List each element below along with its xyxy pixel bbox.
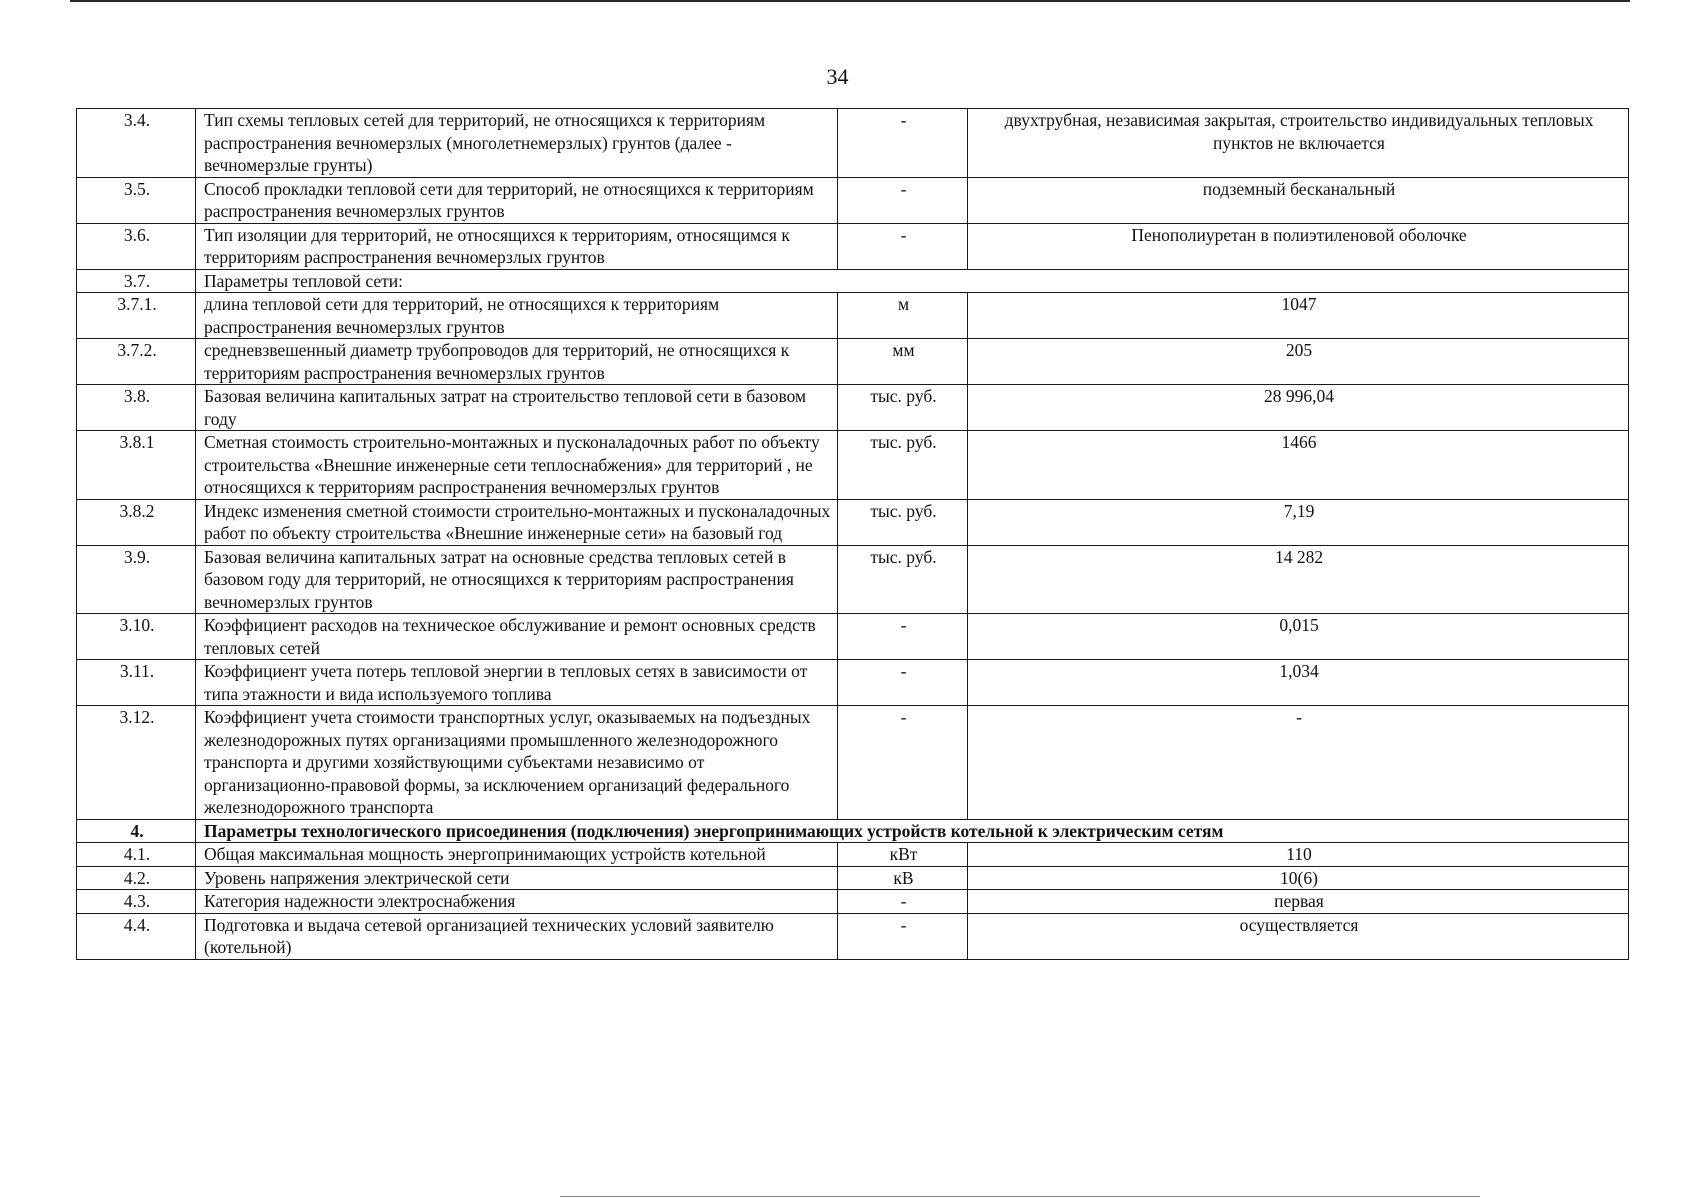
- row-description: средневзвешенный диаметр трубопроводов для территорий, не относящихся к территориям распространения вечномерзлых грунтов: [196, 339, 838, 385]
- table-row: [77, 866, 1629, 890]
- row-description: Базовая величина капитальных затрат на основные средства тепловых сетей в базовом году для территорий, не относящихся к территориям распространения вечномерзлых грунтов: [196, 545, 838, 614]
- parameters-table: [76, 108, 1629, 960]
- table-row: [77, 819, 1629, 843]
- table-row: [77, 339, 1629, 385]
- row-unit: тыс. руб.: [838, 385, 968, 431]
- row-unit: -: [838, 223, 968, 269]
- row-number: 3.5.: [77, 177, 196, 223]
- table-row: [77, 293, 1629, 339]
- row-number: 4.: [77, 819, 196, 843]
- table-row: [77, 843, 1629, 867]
- row-description: Сметная стоимость строительно-монтажных и пусконаладочных работ по объекту строительства «Внешние инженерные сети теплоснабжения» для территорий , не относящихся к территориям распространения вечномерзлых грунтов: [196, 431, 838, 500]
- row-value: 14 282: [968, 545, 1629, 614]
- row-description: Подготовка и выдача сетевой организацией технических условий заявителю (котельной): [196, 913, 838, 959]
- table-row: [77, 223, 1629, 269]
- row-description: Базовая величина капитальных затрат на строительство тепловой сети в базовом году: [196, 385, 838, 431]
- row-value: 0,015: [968, 614, 1629, 660]
- row-number: 4.3.: [77, 890, 196, 914]
- row-value: 1047: [968, 293, 1629, 339]
- top-border-line: [70, 0, 1630, 2]
- row-value: 1,034: [968, 660, 1629, 706]
- row-unit: кВт: [838, 843, 968, 867]
- row-description: Коэффициент учета потерь тепловой энергии в тепловых сетях в зависимости от типа этажности и вида используемого топлива: [196, 660, 838, 706]
- row-value: -: [968, 706, 1629, 820]
- table-row: [77, 385, 1629, 431]
- row-number: 4.4.: [77, 913, 196, 959]
- row-description: Общая максимальная мощность энергопринимающих устройств котельной: [196, 843, 838, 867]
- table-row: [77, 660, 1629, 706]
- row-value: 10(6): [968, 866, 1629, 890]
- row-value: 110: [968, 843, 1629, 867]
- row-number: 3.4.: [77, 109, 196, 178]
- row-unit: -: [838, 913, 968, 959]
- row-number: 3.8.1: [77, 431, 196, 500]
- row-value: осуществляется: [968, 913, 1629, 959]
- row-description: длина тепловой сети для территорий, не относящихся к территориям распространения вечномерзлых грунтов: [196, 293, 838, 339]
- row-description: Параметры технологического присоединения (подключения) энергопринимающих устройств котельной к электрическим сетям: [196, 819, 1629, 843]
- row-description: Способ прокладки тепловой сети для территорий, не относящихся к территориям распространения вечномерзлых грунтов: [196, 177, 838, 223]
- table-row: [77, 706, 1629, 820]
- table-row: [77, 913, 1629, 959]
- row-number: 3.7.2.: [77, 339, 196, 385]
- row-unit: -: [838, 706, 968, 820]
- row-unit: м: [838, 293, 968, 339]
- row-value: подземный бесканальный: [968, 177, 1629, 223]
- table-row: [77, 177, 1629, 223]
- row-description: Тип схемы тепловых сетей для территорий, не относящихся к территориям распространения вечномерзлых (многолетнемерзлых) грунтов (далее - вечномерзлые грунты): [196, 109, 838, 178]
- row-number: 4.2.: [77, 866, 196, 890]
- row-unit: -: [838, 660, 968, 706]
- table-row: [77, 109, 1629, 178]
- row-unit: -: [838, 890, 968, 914]
- row-number: 3.12.: [77, 706, 196, 820]
- row-description: Коэффициент расходов на техническое обслуживание и ремонт основных средств тепловых сетей: [196, 614, 838, 660]
- row-description: Категория надежности электроснабжения: [196, 890, 838, 914]
- row-number: 4.1.: [77, 843, 196, 867]
- row-unit: -: [838, 177, 968, 223]
- row-value: 205: [968, 339, 1629, 385]
- row-number: 3.11.: [77, 660, 196, 706]
- row-description: Уровень напряжения электрической сети: [196, 866, 838, 890]
- row-unit: -: [838, 109, 968, 178]
- row-number: 3.9.: [77, 545, 196, 614]
- row-value: 7,19: [968, 499, 1629, 545]
- page-number: 34: [826, 64, 849, 89]
- row-number: 3.7.: [77, 269, 196, 293]
- row-description: Индекс изменения сметной стоимости строительно-монтажных и пусконаладочных работ по объекту строительства «Внешние инженерные сети» на базовый год: [196, 499, 838, 545]
- row-value: двухтрубная, независимая закрытая, строительство индивидуальных тепловых пунктов не включается: [968, 109, 1629, 178]
- table-row: [77, 431, 1629, 500]
- row-unit: кВ: [838, 866, 968, 890]
- row-unit: мм: [838, 339, 968, 385]
- row-number: 3.6.: [77, 223, 196, 269]
- row-description: Коэффициент учета стоимости транспортных услуг, оказываемых на подъездных железнодорожных путях организациями промышленного железнодорожного транспорта и другими хозяйствующими субъектами независимо от организационно-правовой формы, за исключением организаций федерального железнодорожного транспорта: [196, 706, 838, 820]
- row-number: 3.10.: [77, 614, 196, 660]
- row-description: Параметры тепловой сети:: [196, 269, 1629, 293]
- row-unit: тыс. руб.: [838, 545, 968, 614]
- table-row: [77, 890, 1629, 914]
- row-unit: -: [838, 614, 968, 660]
- row-number: 3.7.1.: [77, 293, 196, 339]
- table-row: [77, 269, 1629, 293]
- row-value: Пенополиуретан в полиэтиленовой оболочке: [968, 223, 1629, 269]
- table-row: [77, 545, 1629, 614]
- row-unit: тыс. руб.: [838, 431, 968, 500]
- row-value: 28 996,04: [968, 385, 1629, 431]
- row-number: 3.8.2: [77, 499, 196, 545]
- row-number: 3.8.: [77, 385, 196, 431]
- row-unit: тыс. руб.: [838, 499, 968, 545]
- table-row: [77, 499, 1629, 545]
- row-description: Тип изоляции для территорий, не относящихся к территориям, относящимся к территориям распространения вечномерзлых грунтов: [196, 223, 838, 269]
- row-value: первая: [968, 890, 1629, 914]
- bottom-border-line: [560, 1196, 1480, 1197]
- row-value: 1466: [968, 431, 1629, 500]
- parameters-table-body: [77, 109, 1629, 960]
- table-row: [77, 614, 1629, 660]
